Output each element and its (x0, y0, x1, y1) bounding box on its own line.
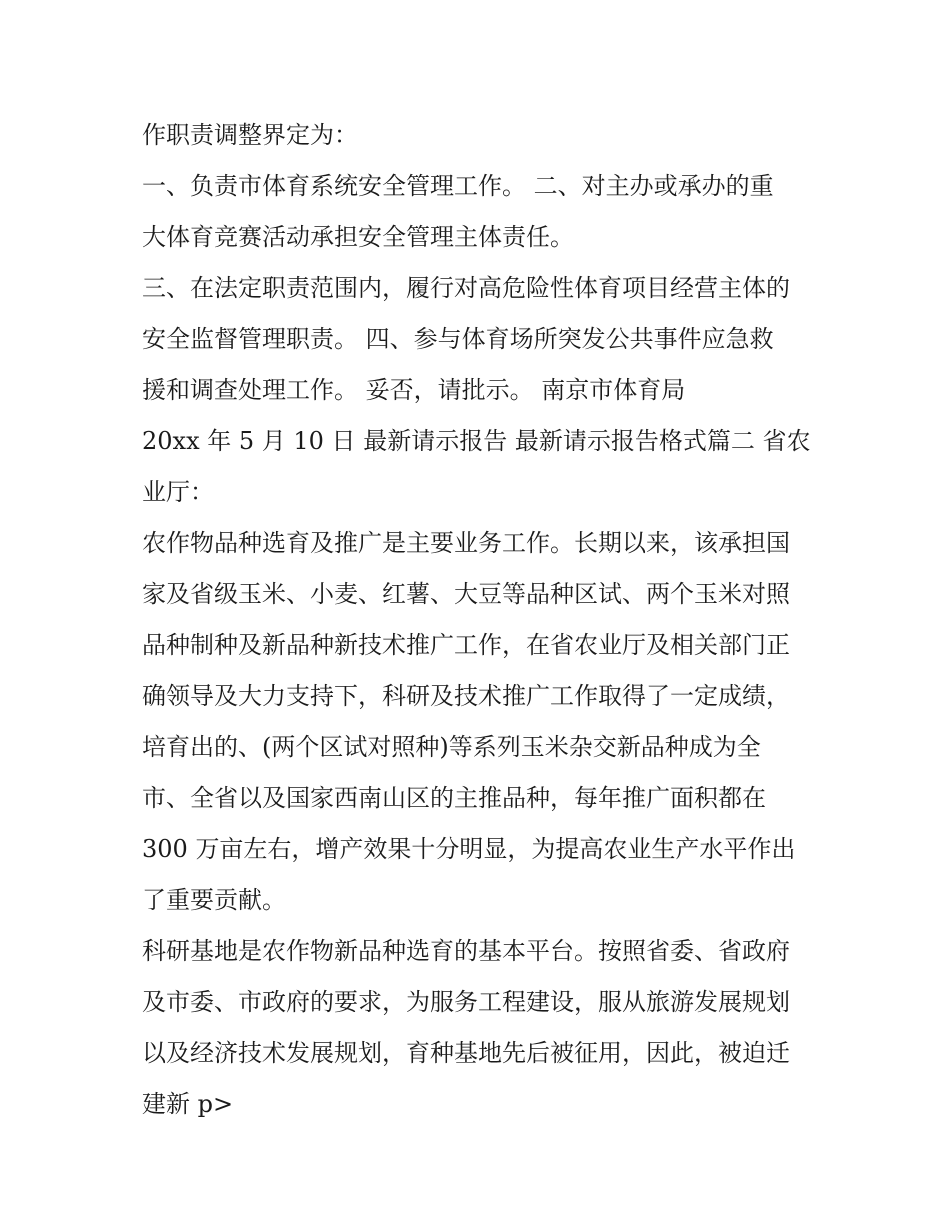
text-line: 家及省级玉米、小麦、红薯、大豆等品种区试、两个玉米对照 (142, 580, 790, 608)
text-line: 一、负责市体育系统安全管理工作。 二、对主办或承办的重 (142, 172, 774, 200)
text-line: 及市委、市政府的要求，为服务工程建设，服从旅游发展规划 (142, 988, 790, 1016)
text-line: 建新 p> (142, 1090, 234, 1118)
text-line: 援和调查处理工作。 妥否，请批示。 南京市体育局 (142, 376, 686, 404)
text-line: 品种制种及新品种新技术推广工作，在省农业厅及相关部门正 (142, 631, 790, 659)
text-line: 以及经济技术发展规划，育种基地先后被征用，因此，被迫迁 (142, 1039, 790, 1067)
text-line: 市、全省以及国家西南山区的主推品种，每年推广面积都在 (142, 784, 766, 812)
text-line: 三、在法定职责范围内，履行对高危险性体育项目经营主体的 (142, 274, 790, 302)
text-line: 农作物品种选育及推广是主要业务工作。长期以来，该承担国 (142, 529, 790, 557)
text-line: 作职责调整界定为： (142, 121, 358, 149)
document-body (142, 110, 822, 1130)
text-line: 了重要贡献。 (142, 886, 286, 914)
text-line: 科研基地是农作物新品种选育的基本平台。按照省委、省政府 (142, 937, 790, 965)
text-line: 300 万亩左右，增产效果十分明显，为提高农业生产水平作出 (142, 835, 796, 863)
text-line: 业厅： (142, 478, 214, 506)
text-line: 确领导及大力支持下，科研及技术推广工作取得了一定成绩， (142, 682, 790, 710)
text-line: 培育出的、(两个区试对照种)等系列玉米杂交新品种成为全 (142, 733, 761, 761)
text-line: 20xx 年 5 月 10 日 最新请示报告 最新请示报告格式篇二 省农 (142, 427, 811, 455)
text-line: 大体育竞赛活动承担安全管理主体责任。 (142, 223, 574, 251)
text-line: 安全监督管理职责。 四、参与体育场所突发公共事件应急救 (142, 325, 774, 353)
